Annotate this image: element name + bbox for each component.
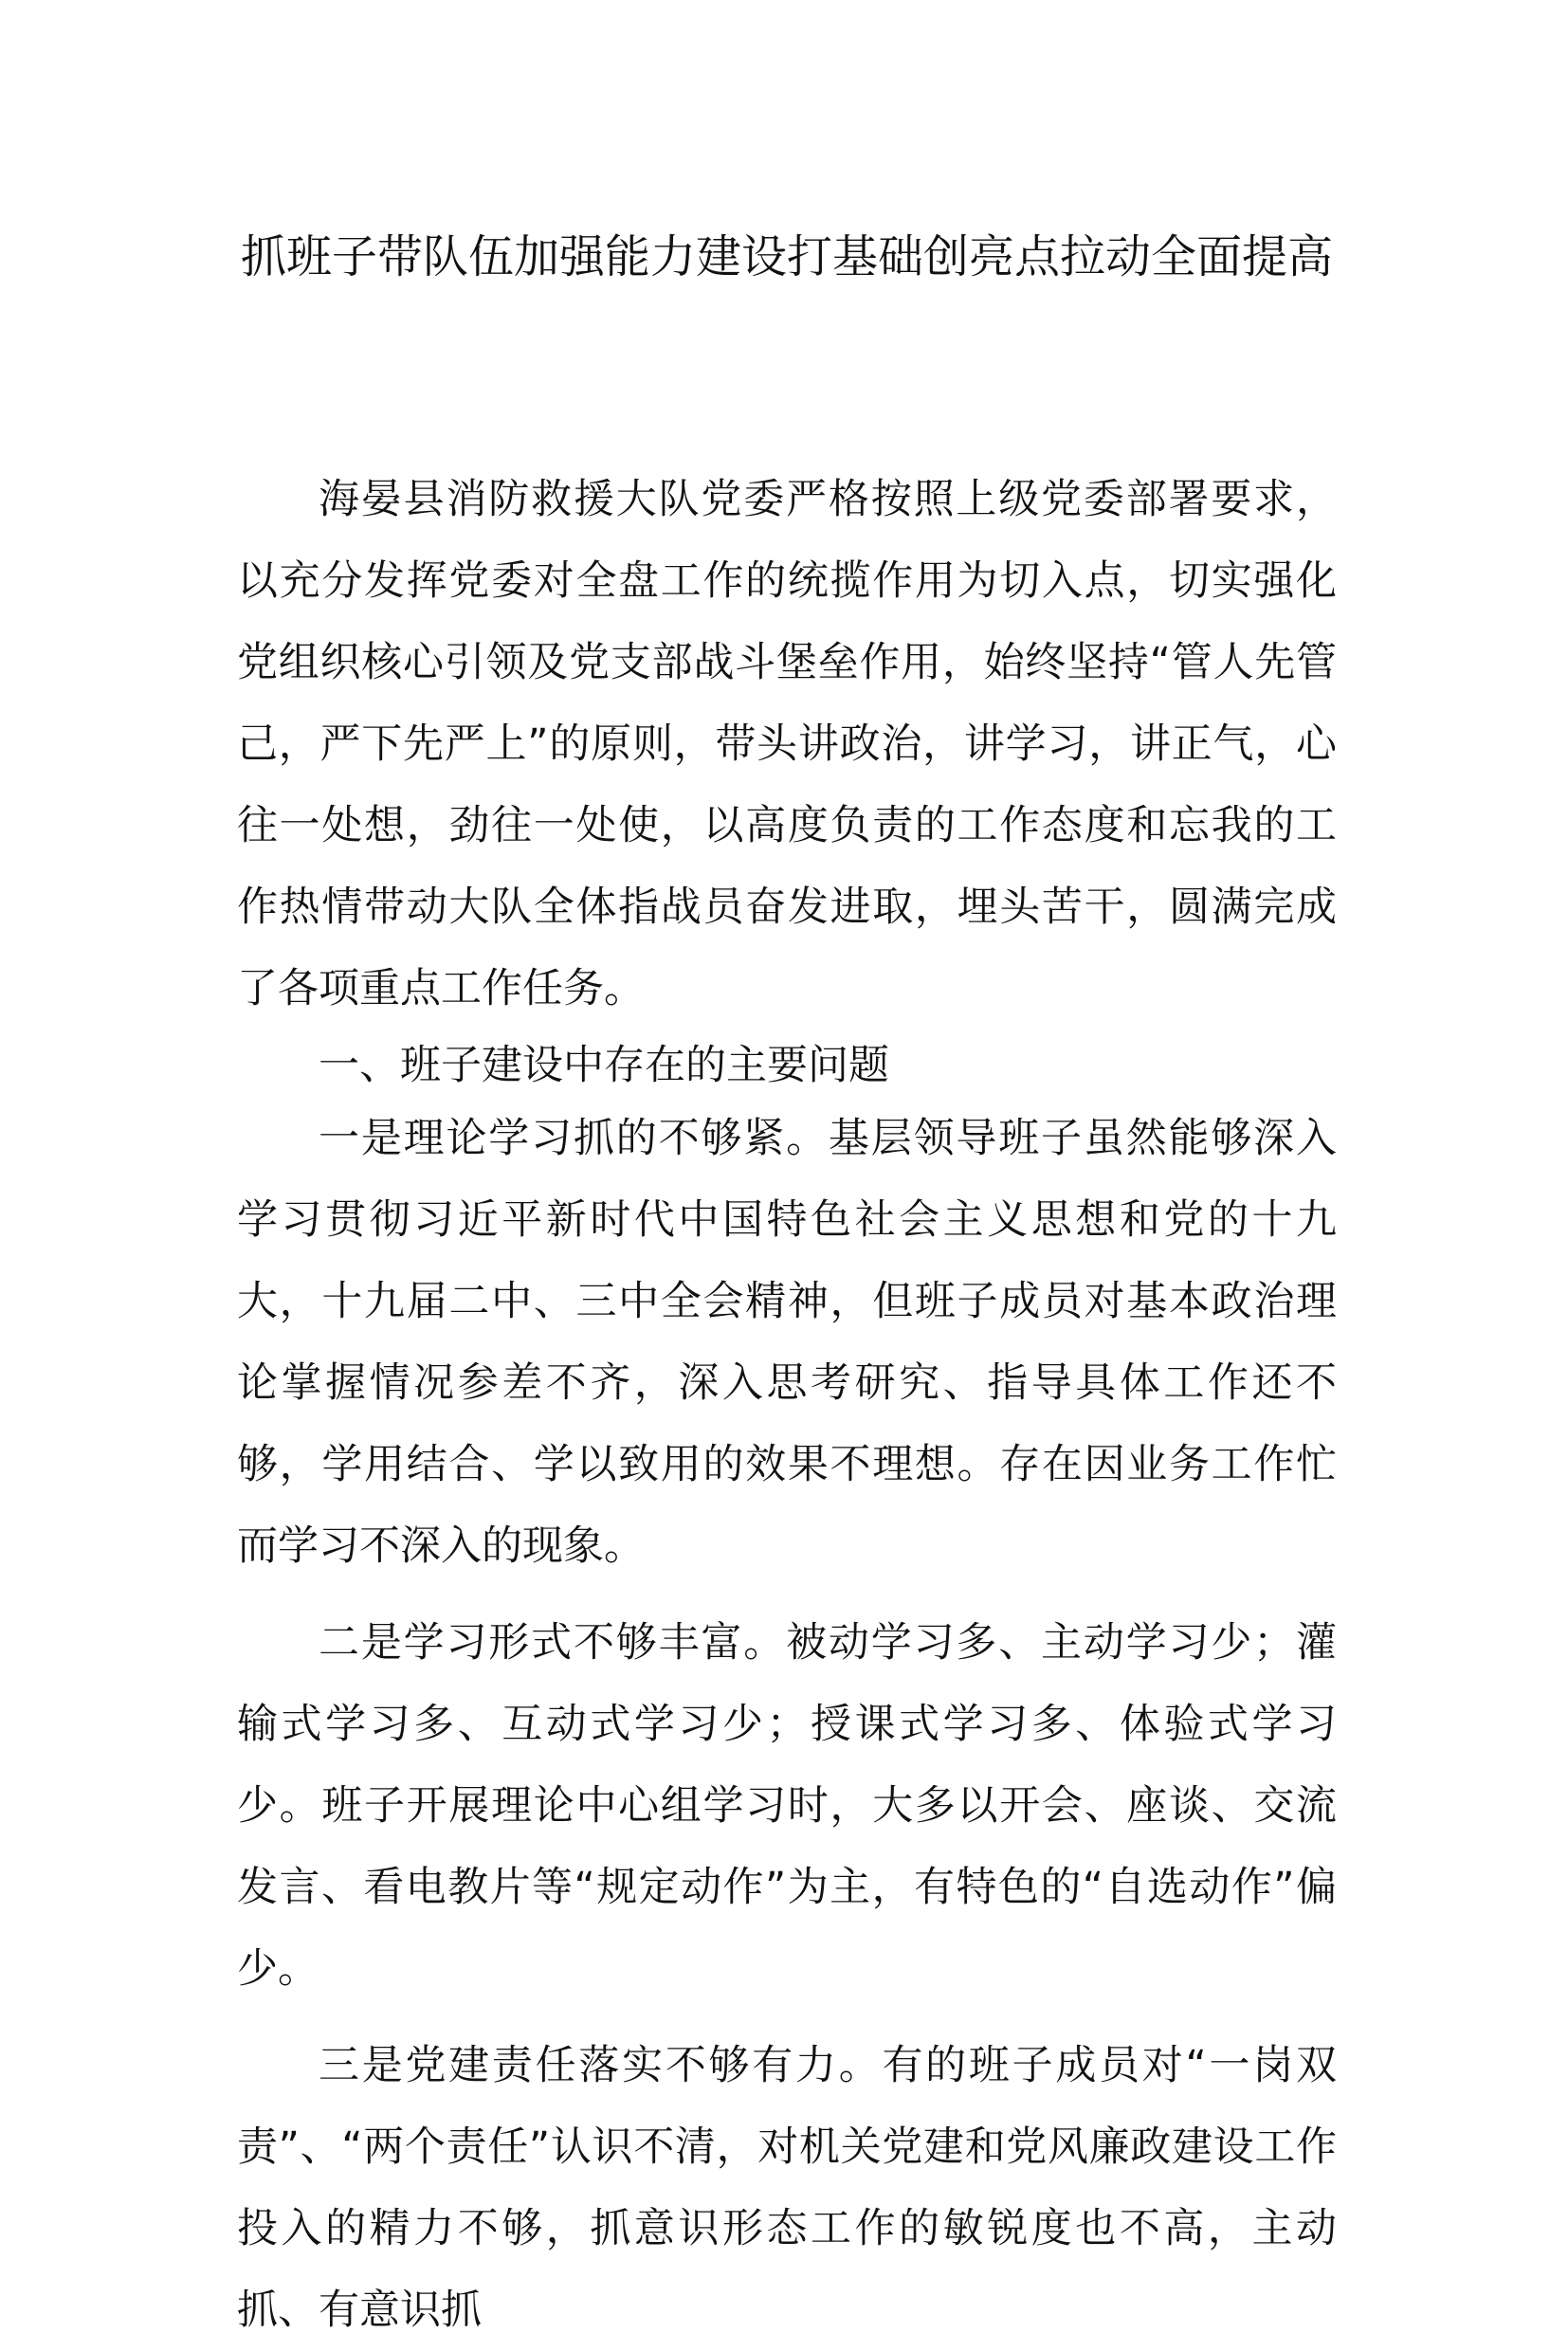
section-heading: 一、班子建设中存在的主要问题	[319, 1042, 889, 1089]
problem-one-paragraph: 一是理论学习抓的不够紧。基层领导班子虽然能够深入学习贯彻习近平新时代中国特色社会主义思想和党的十九大，十九届二中、三中全会精神，但班子成员对基本政治理论掌握情况参差不齐，深入思考研究、指导具体工作还不够，学用结合、学以致用的效果不理想。存在因业务工作忙而学习不深入的现象。	[237, 1115, 1337, 1570]
document-body	[237, 459, 1337, 2351]
intro-paragraph: 海晏县消防救援大队党委严格按照上级党委部署要求，以充分发挥党委对全盘工作的统揽作用为切入点，切实强化党组织核心引领及党支部战斗堡垒作用，始终坚持“管人先管己，严下先严上”的原则，带头讲政治，讲学习，讲正气，心往一处想，劲往一处使，以高度负责的工作态度和忘我的工作热情带动大队全体指战员奋发进取，埋头苦干，圆满完成了各项重点工作任务。	[237, 476, 1337, 1012]
problem-two-paragraph: 二是学习形式不够丰富。被动学习多、主动学习少；灌输式学习多、互动式学习少；授课式学习多、体验式学习少。班子开展理论中心组学习时，大多以开会、座谈、交流发言、看电教片等“规定动作”为主，有特色的“自选动作”偏少。	[237, 1619, 1337, 1993]
document-title: 抓班子带队伍加强能力建设打基础创亮点拉动全面提高	[240, 230, 1333, 283]
problem-three-paragraph: 三是党建责任落实不够有力。有的班子成员对“一岗双责”、“两个责任”认识不清，对机关党建和党风廉政建设工作投入的精力不够，抓意识形态工作的敏锐度也不高，主动抓、有意识抓	[237, 2042, 1337, 2334]
